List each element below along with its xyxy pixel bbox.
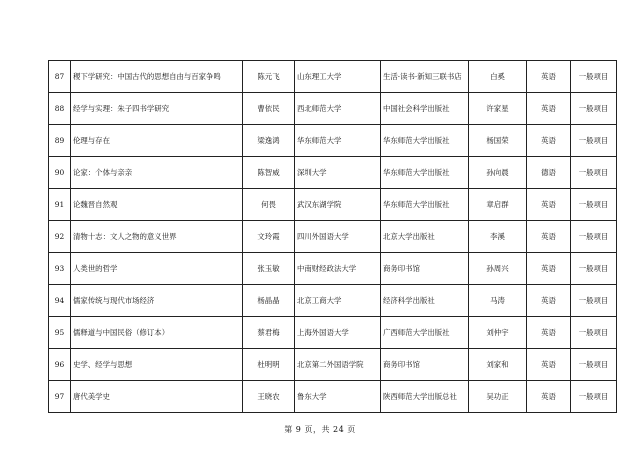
project-type-cell: 一般项目: [571, 349, 617, 381]
row-number-cell: 95: [49, 317, 71, 349]
row-number-cell: 89: [49, 125, 71, 157]
target-language-cell: 英语: [527, 189, 571, 221]
original-author-cell: 马涛: [469, 285, 527, 317]
row-number-cell: 90: [49, 157, 71, 189]
applicant-name-cell: 陈智威: [243, 157, 295, 189]
table-row: [49, 381, 617, 413]
original-author-cell: 孙向晨: [469, 157, 527, 189]
book-title-cell: 伦理与存在: [71, 125, 243, 157]
table-row: [49, 221, 617, 253]
table-row: [49, 157, 617, 189]
book-title-cell: 经学与实理：朱子四书学研究: [71, 93, 243, 125]
target-language-cell: 英语: [527, 125, 571, 157]
page-number: 第 9 页，共 24 页: [284, 425, 356, 434]
applicant-institution-cell: 山东理工大学: [295, 61, 381, 93]
project-table: [48, 60, 617, 413]
target-language-cell: 英语: [527, 253, 571, 285]
applicant-institution-cell: 上海外国语大学: [295, 317, 381, 349]
table-row: [49, 93, 617, 125]
applicant-institution-cell: 北京工商大学: [295, 285, 381, 317]
applicant-name-cell: 张玉敏: [243, 253, 295, 285]
book-title-cell: 清物十志：文人之物的意义世界: [71, 221, 243, 253]
applicant-institution-cell: 深圳大学: [295, 157, 381, 189]
target-language-cell: 英语: [527, 285, 571, 317]
target-language-cell: 英语: [527, 317, 571, 349]
applicant-institution-cell: 四川外国语大学: [295, 221, 381, 253]
book-title-cell: 唐代美学史: [71, 381, 243, 413]
applicant-name-cell: 杜明明: [243, 349, 295, 381]
publisher-cell: 华东师范大学出版社: [381, 125, 469, 157]
publisher-cell: 中国社会科学出版社: [381, 93, 469, 125]
applicant-name-cell: 梁逸鸿: [243, 125, 295, 157]
project-type-cell: 一般项目: [571, 285, 617, 317]
publisher-cell: 华东师范大学出版社: [381, 157, 469, 189]
row-number-cell: 97: [49, 381, 71, 413]
original-author-cell: 刘家和: [469, 349, 527, 381]
book-title-cell: 人类世的哲学: [71, 253, 243, 285]
applicant-institution-cell: 西北师范大学: [295, 93, 381, 125]
row-number-cell: 91: [49, 189, 71, 221]
original-author-cell: 章启群: [469, 189, 527, 221]
project-type-cell: 一般项目: [571, 157, 617, 189]
original-author-cell: 吴功正: [469, 381, 527, 413]
table-row: [49, 285, 617, 317]
row-number-cell: 92: [49, 221, 71, 253]
target-language-cell: 英语: [527, 349, 571, 381]
project-type-cell: 一般项目: [571, 221, 617, 253]
publisher-cell: 经济科学出版社: [381, 285, 469, 317]
applicant-name-cell: 文玲霞: [243, 221, 295, 253]
project-type-cell: 一般项目: [571, 125, 617, 157]
applicant-institution-cell: 华东师范大学: [295, 125, 381, 157]
book-title-cell: 稷下学研究：中国古代的思想自由与百家争鸣: [71, 61, 243, 93]
applicant-name-cell: 王晓农: [243, 381, 295, 413]
original-author-cell: 李溪: [469, 221, 527, 253]
applicant-institution-cell: 鲁东大学: [295, 381, 381, 413]
table-row: [49, 61, 617, 93]
table-row: [49, 125, 617, 157]
applicant-name-cell: 何畏: [243, 189, 295, 221]
project-type-cell: 一般项目: [571, 317, 617, 349]
target-language-cell: 英语: [527, 61, 571, 93]
project-type-cell: 一般项目: [571, 93, 617, 125]
publisher-cell: 生活·读书·新知三联书店: [381, 61, 469, 93]
book-title-cell: 史学、经学与思想: [71, 349, 243, 381]
book-title-cell: 儒释道与中国民俗（修订本）: [71, 317, 243, 349]
original-author-cell: 刘仲宇: [469, 317, 527, 349]
applicant-name-cell: 蔡君梅: [243, 317, 295, 349]
row-number-cell: 87: [49, 61, 71, 93]
applicant-name-cell: 杨晶晶: [243, 285, 295, 317]
original-author-cell: 杨国荣: [469, 125, 527, 157]
applicant-institution-cell: 武汉东湖学院: [295, 189, 381, 221]
original-author-cell: 孙周兴: [469, 253, 527, 285]
book-title-cell: 论家：个体与亲亲: [71, 157, 243, 189]
original-author-cell: 白奚: [469, 61, 527, 93]
publisher-cell: 华东师范大学出版社: [381, 189, 469, 221]
row-number-cell: 88: [49, 93, 71, 125]
project-type-cell: 一般项目: [571, 189, 617, 221]
table-row: [49, 317, 617, 349]
row-number-cell: 96: [49, 349, 71, 381]
original-author-cell: 许家星: [469, 93, 527, 125]
table-row: [49, 253, 617, 285]
applicant-name-cell: 陈元飞: [243, 61, 295, 93]
applicant-institution-cell: 北京第二外国语学院: [295, 349, 381, 381]
project-type-cell: 一般项目: [571, 61, 617, 93]
publisher-cell: 商务印书馆: [381, 253, 469, 285]
book-title-cell: 论魏晋自然观: [71, 189, 243, 221]
project-type-cell: 一般项目: [571, 253, 617, 285]
table-row: [49, 349, 617, 381]
book-title-cell: 儒家传统与现代市场经济: [71, 285, 243, 317]
publisher-cell: 北京大学出版社: [381, 221, 469, 253]
target-language-cell: 德语: [527, 157, 571, 189]
target-language-cell: 英语: [527, 381, 571, 413]
publisher-cell: 商务印书馆: [381, 349, 469, 381]
row-number-cell: 94: [49, 285, 71, 317]
target-language-cell: 英语: [527, 93, 571, 125]
table-row: [49, 189, 617, 221]
target-language-cell: 英语: [527, 221, 571, 253]
applicant-name-cell: 曹依民: [243, 93, 295, 125]
publisher-cell: 陕西师范大学出版总社: [381, 381, 469, 413]
project-type-cell: 一般项目: [571, 381, 617, 413]
publisher-cell: 广西师范大学出版社: [381, 317, 469, 349]
row-number-cell: 93: [49, 253, 71, 285]
applicant-institution-cell: 中南财经政法大学: [295, 253, 381, 285]
